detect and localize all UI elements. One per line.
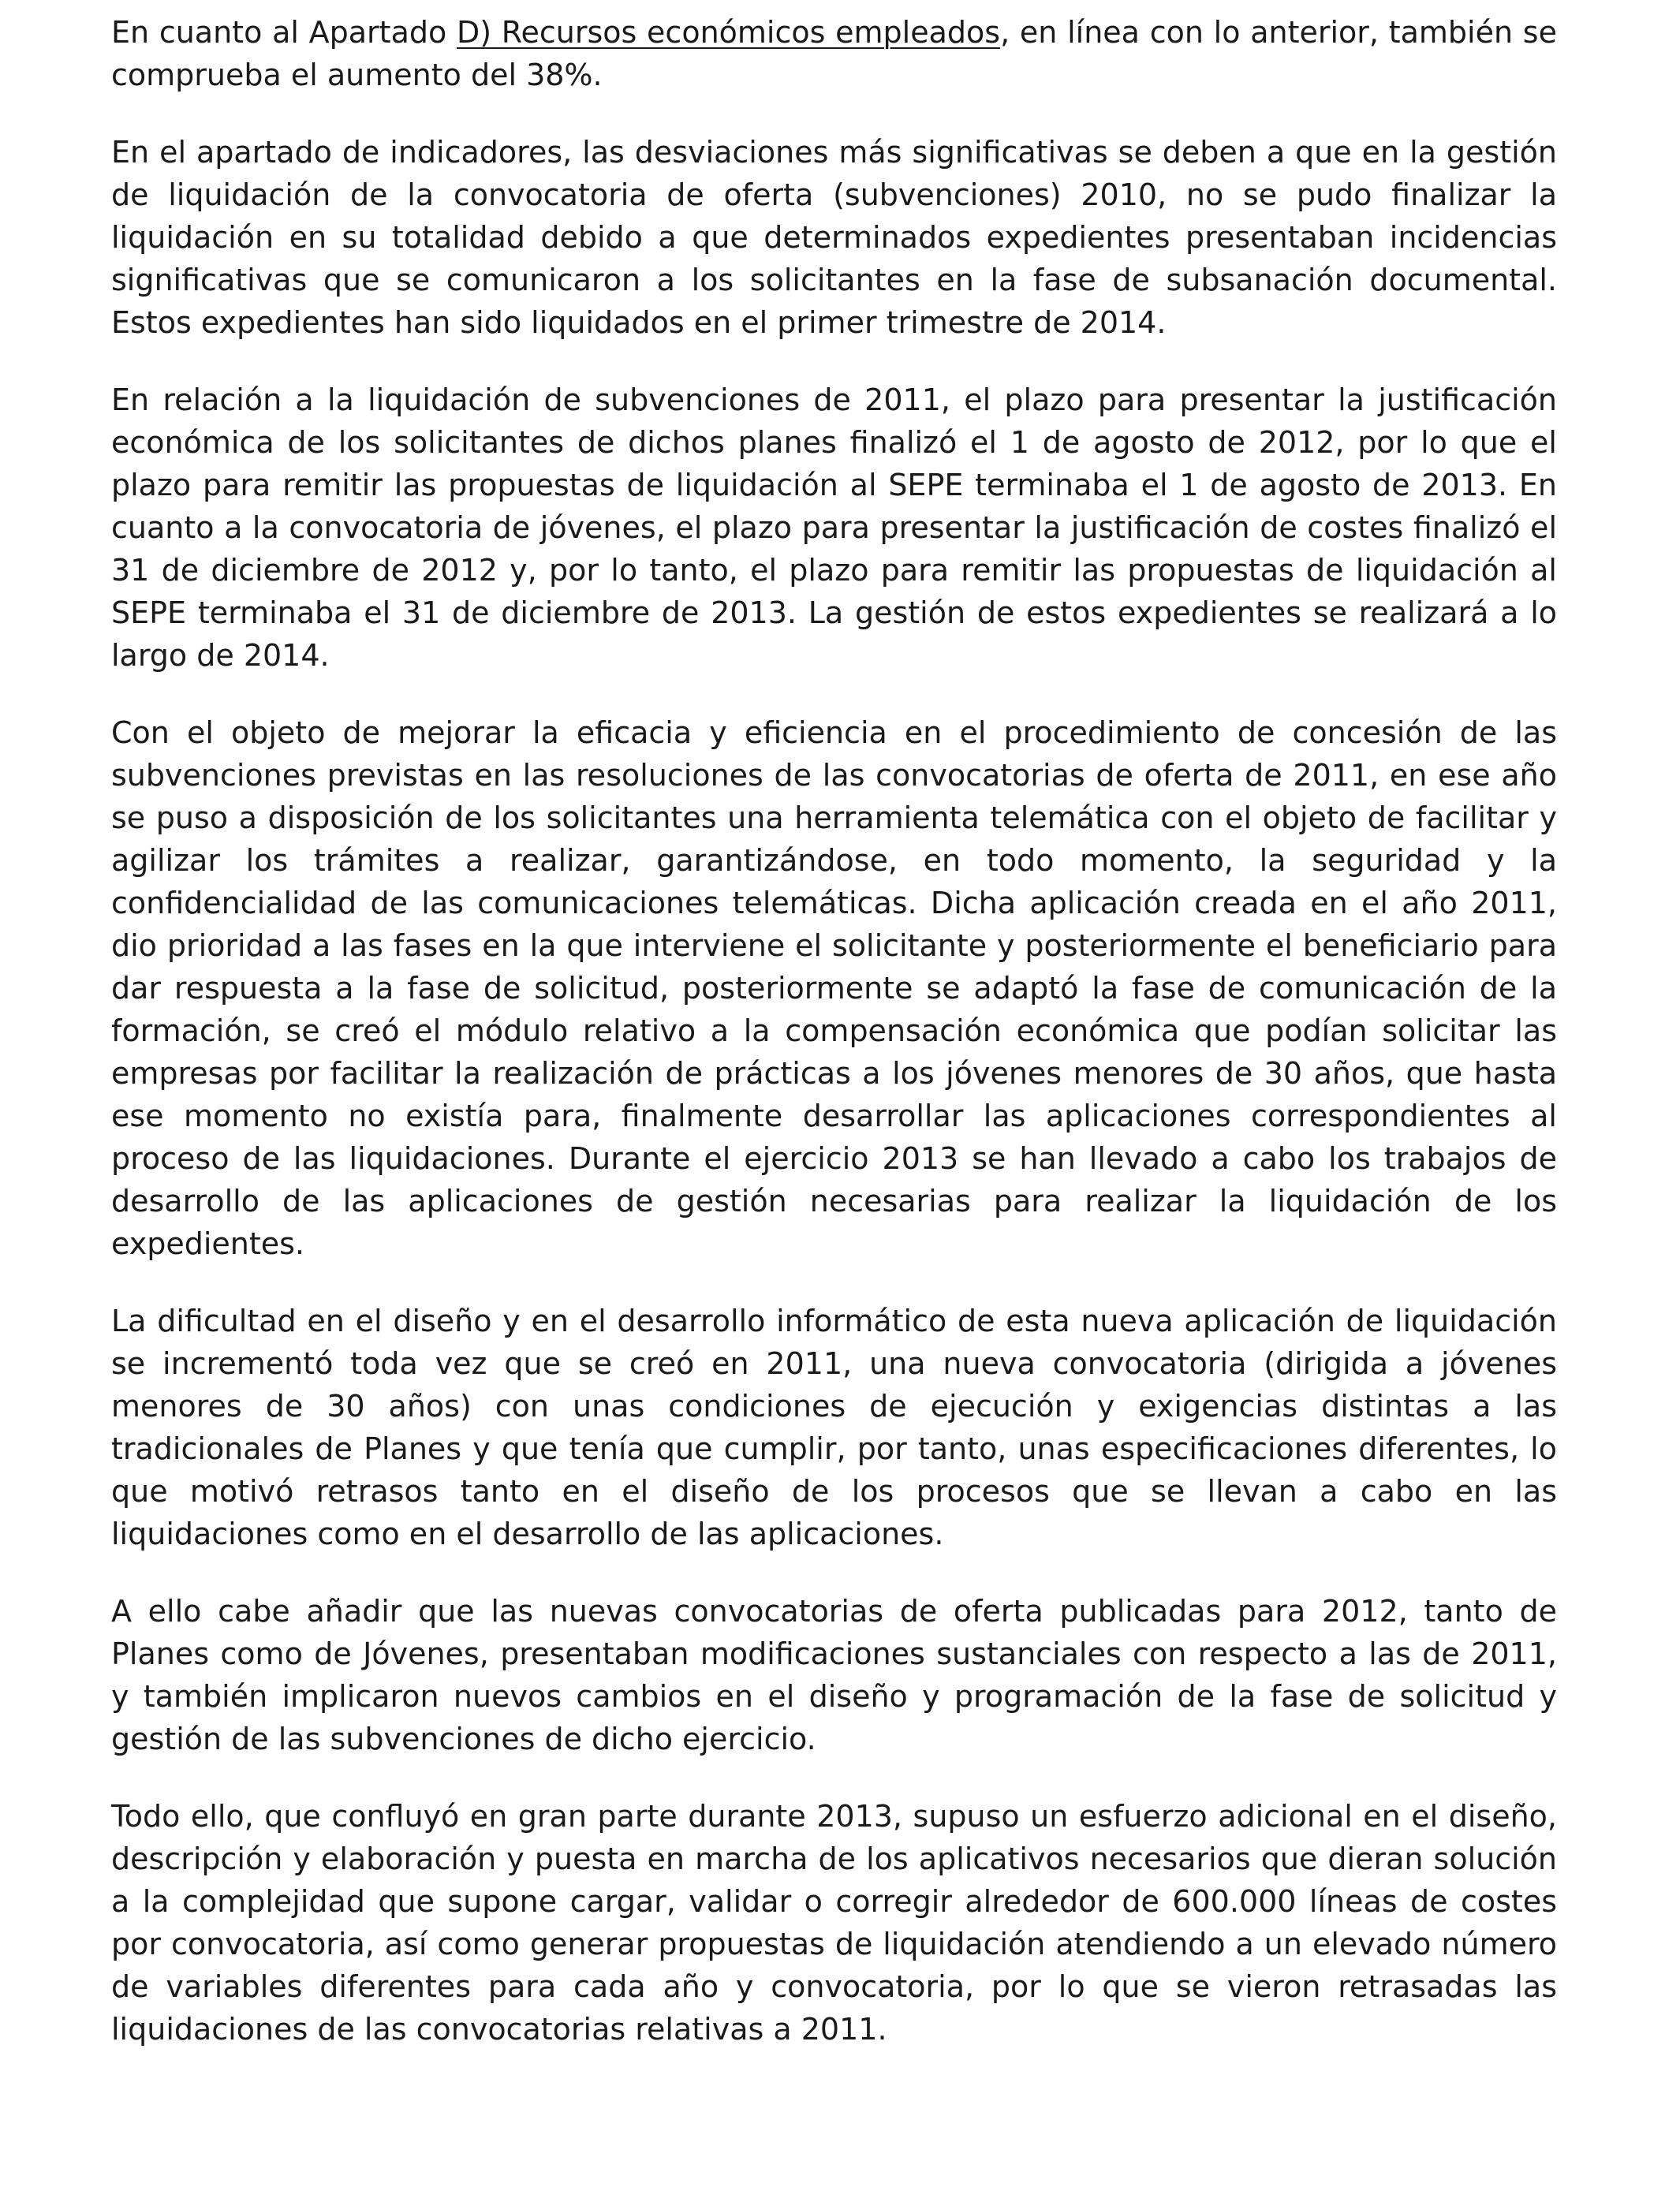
document-page: [111, 11, 1557, 2085]
paragraph-liquidacion-2011: En relación a la liquidación de subvenciones de 2011, el plazo para presentar la justificación económica de los solicitantes de dichos planes finalizó el 1 de agosto de 2012, por lo que el plazo para remitir las propuestas de liquidación al SEPE terminaba el 1 de agosto de 2013. En cuanto a la convocatoria de jóvenes, el plazo para presentar la justificación de costes finalizó el 31 de diciembre de 2012 y, por lo tanto, el plazo para remitir las propuestas de liquidación al SEPE terminaba el 31 de diciembre de 2013. La gestión de estos expedientes se realizará a lo largo de 2014.: [111, 383, 1557, 673]
paragraph-indicadores: En el apartado de indicadores, las desviaciones más significativas se deben a que en la gestión de liquidación de la convocatoria de oferta (subvenciones) 2010, no se pudo finalizar la liquidación en su totalidad debido a que determinados expedientes presentaban incidencias significativas que se comunicaron a los solicitantes en la fase de subsanación documental. Estos expedientes han sido liquidados en el primer trimestre de 2014.: [111, 135, 1557, 340]
paragraph-prefix: En cuanto al Apartado: [111, 15, 457, 50]
section-reference: D) Recursos económicos empleados: [456, 15, 1001, 50]
paragraph-convocatorias-2012: A ello cabe añadir que las nuevas convocatorias de oferta publicadas para 2012, tanto de Planes como de Jóvenes, presentaban modificaciones sustanciales con respecto a las de 2011, y también implicaron nuevos cambios en el diseño y programación de la fase de solicitud y gestión de las subvenciones de dicho ejercicio.: [111, 1594, 1557, 1756]
paragraph-suffix: , en línea con lo anterior, también se comprueba el aumento del 38%.: [111, 15, 1557, 92]
paragraph-herramienta-telematica: Con el objeto de mejorar la eficacia y eficiencia en el procedimiento de concesión de las subvenciones previstas en las resoluciones de las convocatorias de oferta de 2011, en ese año se puso a disposición de los solicitantes una herramienta telemática con el objeto de facilitar y agilizar los trámites a realizar, garantizándose, en todo momento, la seguridad y la confidencialidad de las comunicaciones telemáticas. Dicha aplicación creada en el año 2011, dio prioridad a las fases en la que interviene el solicitante y posteriormente el beneficiario para dar respuesta a la fase de solicitud, posteriormente se adaptó la fase de comunicación de la formación, se creó el módulo relativo a la compensación económica que podían solicitar las empresas por facilitar la realización de prácticas a los jóvenes menores de 30 años, que hasta ese momento no existía para, finalmente desarrollar las aplicaciones correspondientes al proceso de las liquidaciones. Durante el ejercicio 2013 se han llevado a cabo los trabajos de desarrollo de las aplicaciones de gestión necesarias para realizar la liquidación de los expedientes.: [111, 715, 1557, 1261]
paragraph-dificultad-diseno: La dificultad en el diseño y en el desarrollo informático de esta nueva aplicación de liquidación se incrementó toda vez que se creó en 2011, una nueva convocatoria (dirigida a jóvenes menores de 30 años) con unas condiciones de ejecución y exigencias distintas a las tradicionales de Planes y que tenía que cumplir, por tanto, unas especificaciones diferentes, lo que motivó retrasos tanto en el diseño de los procesos que se llevan a cabo en las liquidaciones como en el desarrollo de las aplicaciones.: [111, 1304, 1557, 1551]
paragraph-recursos-economicos: [111, 11, 1557, 96]
paragraph-esfuerzo-adicional: Todo ello, que confluyó en gran parte durante 2013, supuso un esfuerzo adicional en el diseño, descripción y elaboración y puesta en marcha de los aplicativos necesarios que dieran solución a la complejidad que supone cargar, validar o corregir alrededor de 600.000 líneas de costes por convocatoria, así como generar propuestas de liquidación atendiendo a un elevado número de variables diferentes para cada año y convocatoria, por lo que se vieron retrasadas las liquidaciones de las convocatorias relativas a 2011.: [111, 1799, 1557, 2047]
